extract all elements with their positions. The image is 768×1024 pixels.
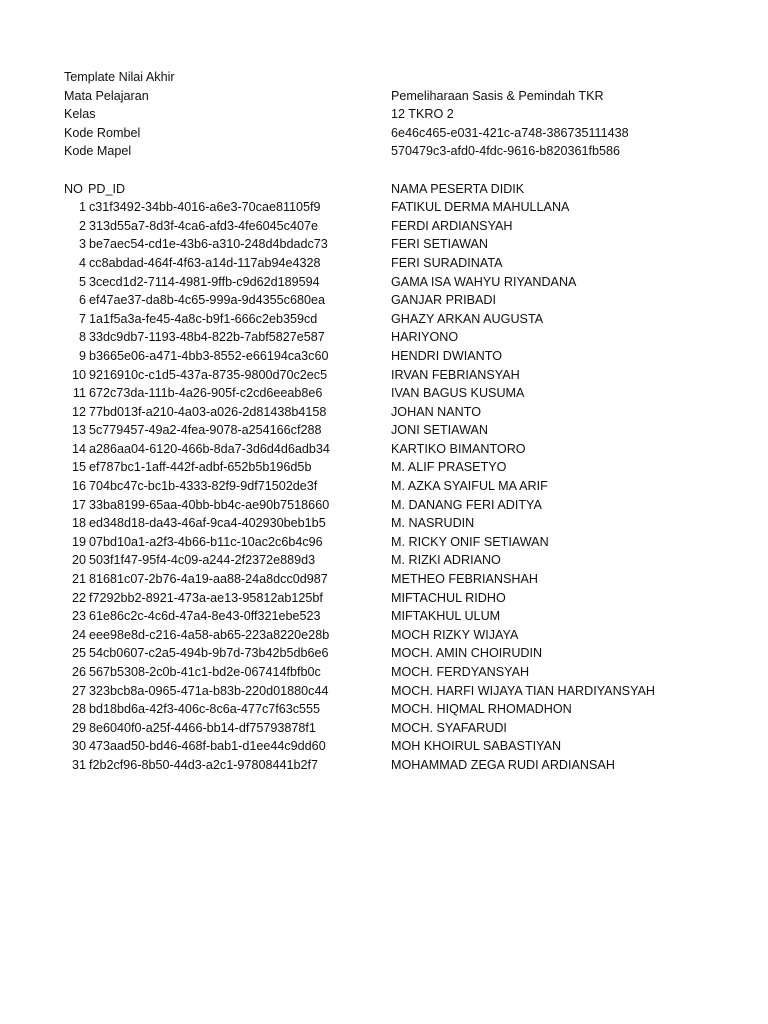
row-number: 7 xyxy=(78,311,86,326)
meta-value: Pemeliharaan Sasis & Pemindah TKR xyxy=(391,88,604,103)
meta-label: Kode Rombel xyxy=(64,125,141,140)
meta-value: 6e46c465-e031-421c-a748-386735111438 xyxy=(391,125,629,140)
meta-label: Kode Mapel xyxy=(64,144,132,159)
row-number: 24 xyxy=(71,627,86,642)
row-student-name: HENDRI DWIANTO xyxy=(391,348,503,363)
blank-row xyxy=(0,161,768,180)
table-row xyxy=(0,737,768,756)
table-row xyxy=(0,235,768,254)
row-student-name: M. NASRUDIN xyxy=(391,516,475,531)
row-student-name: MIFTAKHUL ULUM xyxy=(391,609,501,624)
table-row xyxy=(0,719,768,738)
row-number: 20 xyxy=(71,553,86,568)
row-student-name: JONI SETIAWAN xyxy=(391,423,489,438)
row-pd-id: eee98e8d-c216-4a58-ab65-223a8220e28b xyxy=(89,627,330,642)
row-student-name: GAMA ISA WAHYU RIYANDANA xyxy=(391,274,577,289)
table-row xyxy=(0,440,768,459)
spreadsheet-page xyxy=(0,68,768,775)
student-table-body xyxy=(0,198,768,774)
title-row xyxy=(0,68,768,87)
row-student-name: KARTIKO BIMANTORO xyxy=(391,441,526,456)
meta-value: 570479c3-afd0-4fdc-9616-b820361fb586 xyxy=(391,144,620,159)
row-pd-id: bd18bd6a-42f3-406c-8c6a-477c7f63c555 xyxy=(89,702,321,717)
row-number: 12 xyxy=(71,404,86,419)
row-number: 15 xyxy=(71,460,86,475)
row-number: 19 xyxy=(71,534,86,549)
row-student-name: GHAZY ARKAN AUGUSTA xyxy=(391,311,544,326)
table-row xyxy=(0,198,768,217)
row-number: 23 xyxy=(71,609,86,624)
table-row xyxy=(0,589,768,608)
row-student-name: FERDI ARDIANSYAH xyxy=(391,218,513,233)
meta-row-class xyxy=(0,105,768,124)
row-number: 27 xyxy=(71,683,86,698)
row-student-name: MOCH. SYAFARUDI xyxy=(391,720,507,735)
table-row xyxy=(0,570,768,589)
row-pd-id: f7292bb2-8921-473a-ae13-95812ab125bf xyxy=(89,590,323,605)
row-pd-id: ef47ae37-da8b-4c65-999a-9d4355c680ea xyxy=(89,293,325,308)
row-number: 1 xyxy=(78,200,86,215)
header-student-name: NAMA PESERTA DIDIK xyxy=(391,181,525,196)
meta-row-subject xyxy=(0,87,768,106)
row-student-name: MOCH. FERDYANSYAH xyxy=(391,665,530,679)
row-number: 21 xyxy=(71,572,86,587)
row-pd-id: 54cb0607-c2a5-494b-9b7d-73b42b5db6e6 xyxy=(89,646,329,661)
row-student-name: IRVAN FEBRIANSYAH xyxy=(391,367,520,382)
table-row xyxy=(0,458,768,477)
row-pd-id: 77bd013f-a210-4a03-a026-2d81438b4158 xyxy=(89,404,327,419)
row-student-name: GANJAR PRIBADI xyxy=(391,293,496,308)
row-pd-id: 61e86c2c-4c6d-47a4-8e43-0ff321ebe523 xyxy=(89,609,321,624)
meta-row-rombel-code xyxy=(0,124,768,143)
row-student-name: FERI SETIAWAN xyxy=(391,237,489,252)
table-row xyxy=(0,328,768,347)
row-pd-id: 81681c07-2b76-4a19-aa88-24a8dcc0d987 xyxy=(89,572,328,587)
row-pd-id: 672c73da-111b-4a26-905f-c2cd6eeab8e6 xyxy=(89,386,323,401)
table-row xyxy=(0,421,768,440)
row-student-name: M. DANANG FERI ADITYA xyxy=(391,497,542,512)
table-row xyxy=(0,384,768,403)
row-pd-id: a286aa04-6120-466b-8da7-3d6d4d6adb34 xyxy=(89,441,330,456)
row-student-name: MOH KHOIRUL SABASTIYAN xyxy=(391,739,562,754)
row-student-name: FATIKUL DERMA MAHULLANA xyxy=(391,200,570,215)
row-pd-id: 8e6040f0-a25f-4466-bb14-df75793878f1 xyxy=(89,720,316,735)
table-row xyxy=(0,682,768,701)
header-no: NO xyxy=(64,181,83,196)
row-number: 17 xyxy=(71,497,86,512)
table-row xyxy=(0,403,768,422)
row-pd-id: ed348d18-da43-46af-9ca4-402930beb1b5 xyxy=(89,516,326,531)
row-pd-id: c31f3492-34bb-4016-a6e3-70cae81105f9 xyxy=(89,200,321,215)
row-student-name: M. RIZKI ADRIANO xyxy=(391,553,501,568)
table-header-row xyxy=(0,180,768,199)
row-number: 8 xyxy=(78,330,86,345)
row-number: 13 xyxy=(71,423,86,438)
row-number: 25 xyxy=(71,646,86,661)
row-student-name: M. AZKA SYAIFUL MA ARIF xyxy=(391,479,548,494)
table-row xyxy=(0,366,768,385)
row-student-name: M. RICKY ONIF SETIAWAN xyxy=(391,534,549,549)
table-row xyxy=(0,217,768,236)
header-pd-id: PD_ID xyxy=(88,181,126,196)
row-pd-id: 473aad50-bd46-468f-bab1-d1ee44c9dd60 xyxy=(89,739,326,754)
row-pd-id: 3cecd1d2-7114-4981-9ffb-c9d62d189594 xyxy=(89,274,320,289)
row-number: 26 xyxy=(71,665,86,679)
row-pd-id: 503f1f47-95f4-4c09-a244-2f2372e889d3 xyxy=(89,553,316,568)
table-row xyxy=(0,607,768,626)
row-number: 18 xyxy=(71,516,86,531)
table-row xyxy=(0,273,768,292)
row-number: 11 xyxy=(72,386,86,401)
row-number: 9 xyxy=(78,348,86,363)
row-student-name: MOCH. HARFI WIJAYA TIAN HARDIYANSYAH xyxy=(391,683,656,698)
row-pd-id: cc8abdad-464f-4f63-a14d-117ab94e4328 xyxy=(89,255,321,270)
row-pd-id: 07bd10a1-a2f3-4b66-b11c-10ac2c6b4c96 xyxy=(89,534,323,549)
row-number: 3 xyxy=(78,237,86,252)
row-student-name: METHEO FEBRIANSHAH xyxy=(391,572,538,587)
row-pd-id: 567b5308-2c0b-41c1-bd2e-067414fbfb0c xyxy=(89,665,321,679)
row-student-name: MOHAMMAD ZEGA RUDI ARDIANSAH xyxy=(391,757,615,772)
row-number: 5 xyxy=(78,274,86,289)
row-pd-id: 33dc9db7-1193-48b4-822b-7abf5827e587 xyxy=(89,330,325,345)
row-student-name: JOHAN NANTO xyxy=(391,404,482,419)
table-row xyxy=(0,496,768,515)
row-pd-id: be7aec54-cd1e-43b6-a310-248d4bdadc73 xyxy=(89,237,328,252)
row-pd-id: b3665e06-a471-4bb3-8552-e66194ca3c60 xyxy=(89,348,329,363)
row-number: 28 xyxy=(71,702,86,717)
row-number: 30 xyxy=(71,739,86,754)
row-student-name: M. ALIF PRASETYO xyxy=(391,460,507,475)
row-student-name: MOCH. HIQMAL RHOMADHON xyxy=(391,702,572,717)
table-row xyxy=(0,254,768,273)
table-row xyxy=(0,514,768,533)
meta-value: 12 TKRO 2 xyxy=(391,107,454,122)
table-row xyxy=(0,756,768,775)
table-row xyxy=(0,347,768,366)
row-pd-id: 313d55a7-8d3f-4ca6-afd3-4fe6045c407e xyxy=(89,218,318,233)
row-pd-id: 704bc47c-bc1b-4333-82f9-9df71502de3f xyxy=(89,479,318,494)
table-row xyxy=(0,477,768,496)
row-student-name: MOCH. AMIN CHOIRUDIN xyxy=(391,646,543,661)
table-row xyxy=(0,533,768,552)
row-number: 2 xyxy=(78,218,86,233)
meta-label: Kelas xyxy=(64,107,96,122)
row-number: 22 xyxy=(71,590,86,605)
row-number: 31 xyxy=(71,757,86,772)
row-pd-id: 1a1f5a3a-fe45-4a8c-b9f1-666c2eb359cd xyxy=(89,311,318,326)
row-number: 16 xyxy=(71,479,86,494)
row-number: 4 xyxy=(78,255,86,270)
table-row xyxy=(0,626,768,645)
row-number: 14 xyxy=(71,441,86,456)
table-row xyxy=(0,291,768,310)
table-row xyxy=(0,551,768,570)
row-number: 6 xyxy=(78,293,86,308)
table-row xyxy=(0,644,768,663)
document-title: Template Nilai Akhir xyxy=(64,70,175,84)
row-number: 10 xyxy=(71,367,86,382)
table-row xyxy=(0,310,768,329)
row-pd-id: f2b2cf96-8b50-44d3-a2c1-97808441b2f7 xyxy=(89,757,318,772)
table-row xyxy=(0,700,768,719)
row-pd-id: 5c779457-49a2-4fea-9078-a254166cf288 xyxy=(89,423,322,438)
row-student-name: IVAN BAGUS KUSUMA xyxy=(391,386,525,401)
row-number: 29 xyxy=(71,720,86,735)
meta-label: Mata Pelajaran xyxy=(64,88,149,103)
table-row xyxy=(0,663,768,682)
row-pd-id: 33ba8199-65aa-40bb-bb4c-ae90b7518660 xyxy=(89,497,330,512)
row-pd-id: 323bcb8a-0965-471a-b83b-220d01880c44 xyxy=(89,683,329,698)
row-pd-id: ef787bc1-1aff-442f-adbf-652b5b196d5b xyxy=(89,460,312,475)
row-student-name: HARIYONO xyxy=(391,330,459,345)
row-student-name: MOCH RIZKY WIJAYA xyxy=(391,627,519,642)
meta-row-mapel-code xyxy=(0,142,768,161)
row-pd-id: 9216910c-c1d5-437a-8735-9800d70c2ec5 xyxy=(89,367,328,382)
row-student-name: MIFTACHUL RIDHO xyxy=(391,590,506,605)
row-student-name: FERI SURADINATA xyxy=(391,255,503,270)
